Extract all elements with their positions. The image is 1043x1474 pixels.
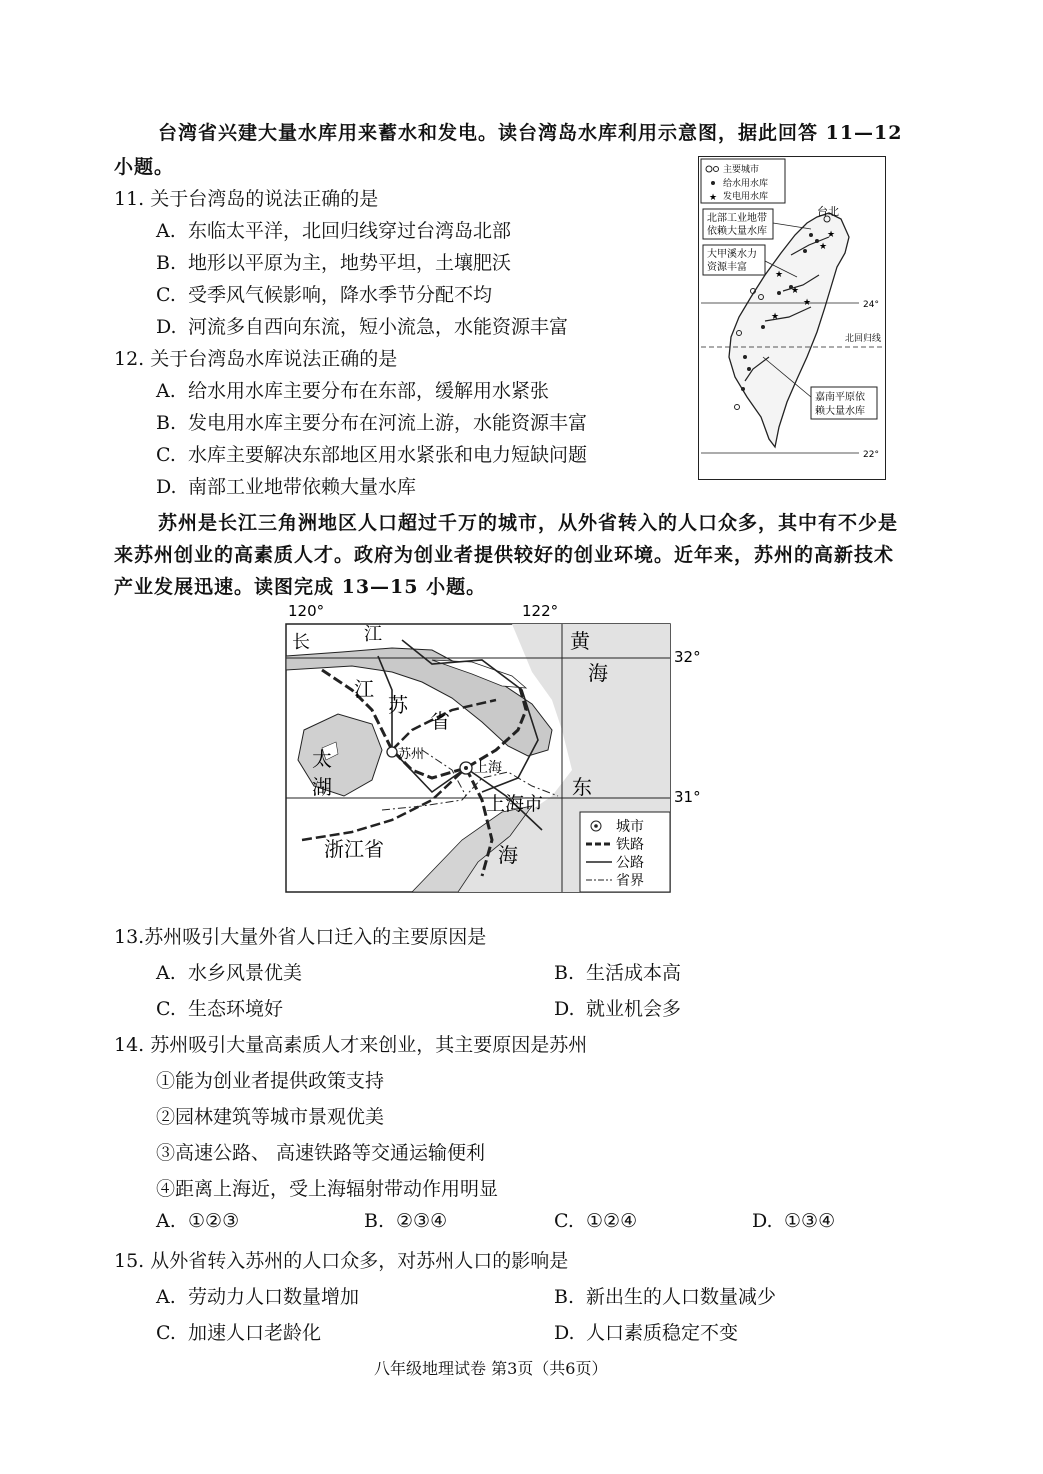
q14-item-1: ①能为创业者提供政策支持 xyxy=(156,1070,385,1092)
power-reservoir-legend-icon: ★ xyxy=(709,193,718,203)
yellow-sea-label-2: 海 xyxy=(588,661,608,685)
shanghai-city-label: 上海市 xyxy=(486,793,544,815)
q15-option-c[interactable]: C. 加速人口老龄化 xyxy=(156,1322,322,1344)
intro-text-1: 台湾省兴建大量水库用来蓄水和发电。读台湾岛水库利用示意图，据此回答 11—12 xyxy=(158,122,903,144)
q14-option-d[interactable]: D. ①③④ xyxy=(752,1210,836,1232)
legend-city-label: 主要城市 xyxy=(723,165,760,175)
taihu-label-1: 太 xyxy=(312,747,332,771)
q14-option-b[interactable]: B. ②③④ xyxy=(364,1210,448,1232)
intro-text-1-cont: 小题。 xyxy=(114,156,175,178)
callout-north-1: 北部工业地带 xyxy=(707,213,767,224)
q15-option-a[interactable]: A. 劳动力人口数量增加 xyxy=(156,1286,360,1308)
q13-option-d[interactable]: D. 就业机会多 xyxy=(554,998,682,1020)
svg-text:★: ★ xyxy=(819,242,828,252)
q15-option-d[interactable]: D. 人口素质稳定不变 xyxy=(554,1322,739,1344)
legend-border: 省界 xyxy=(616,873,644,889)
suzhou-label: 苏州 xyxy=(398,747,425,762)
svg-text:★: ★ xyxy=(803,298,812,308)
zhejiang-label: 浙江省 xyxy=(324,837,384,861)
q14-item-4: ④距离上海近，受上海辐射带动作用明显 xyxy=(156,1178,499,1200)
taihu-label-2: 湖 xyxy=(312,775,332,799)
taiwan-map-svg xyxy=(699,157,885,479)
jiangsu-label-3: 省 xyxy=(430,709,450,733)
legend-highway: 公路 xyxy=(616,855,644,871)
q14-option-c[interactable]: C. ①②④ xyxy=(554,1210,638,1232)
lon-122-label: 122° xyxy=(522,602,559,620)
q14-item-3: ③高速公路、 高速铁路等交通运输便利 xyxy=(156,1142,486,1164)
q13-option-c[interactable]: C. 生态环境好 xyxy=(156,998,284,1020)
q11-option-c[interactable]: C. 受季风气候影响，降水季节分配不均 xyxy=(156,284,493,306)
suzhou-marker xyxy=(387,747,397,757)
east-sea-label-2: 海 xyxy=(498,843,518,867)
jiangsu-label-2: 苏 xyxy=(388,693,408,717)
callout-dajia-1: 大甲溪水力 xyxy=(707,249,757,260)
question-13-stem: 13.苏州吸引大量外省人口迁入的主要原因是 xyxy=(114,926,487,948)
callout-north-2: 依赖大量水库 xyxy=(707,226,767,237)
q11-option-d[interactable]: D. 河流多自西向东流，短小流急，水能资源丰富 xyxy=(156,316,569,338)
q12-option-d[interactable]: D. 南部工业地带依赖大量水库 xyxy=(156,476,417,498)
question-12-stem: 12. 关于台湾岛水库说法正确的是 xyxy=(114,348,398,370)
q12-option-b[interactable]: B. 发电用水库主要分布在河流上游，水能资源丰富 xyxy=(156,412,588,434)
yangtze-label-1: 长 xyxy=(292,632,310,653)
shanghai-label: 上海 xyxy=(474,760,502,776)
water-reservoir-legend-icon xyxy=(711,181,715,185)
q12-option-c[interactable]: C. 水库主要解决东部地区用水紧张和电力短缺问题 xyxy=(156,444,588,466)
tropic-label: 北回归线 xyxy=(845,334,882,344)
svg-text:★: ★ xyxy=(827,230,836,240)
page-footer: 八年级地理试卷 第3页（共6页） xyxy=(374,1359,608,1378)
taiwan-reservoir-map xyxy=(698,156,886,480)
intro-text-2-cont-2: 产业发展迅速。读图完成 13—15 小题。 xyxy=(114,576,487,598)
jiangsu-label-1: 江 xyxy=(354,677,374,701)
question-15-stem: 15. 从外省转入苏州的人口众多，对苏州人口的影响是 xyxy=(114,1250,569,1272)
q11-option-a[interactable]: A. 东临太平洋，北回归线穿过台湾岛北部 xyxy=(156,220,512,242)
lat-31-label: 31° xyxy=(674,788,701,806)
question-14-stem: 14. 苏州吸引大量高素质人才来创业，其主要原因是苏州 xyxy=(114,1034,588,1056)
lat-24-label: 24° xyxy=(863,300,879,310)
east-sea-label-1: 东 xyxy=(572,775,592,799)
lat-22-label: 22° xyxy=(863,450,879,460)
q14-option-a[interactable]: A. ①②③ xyxy=(156,1210,240,1232)
suzhou-map xyxy=(282,600,722,896)
yellow-sea-label-1: 黄 xyxy=(570,629,590,653)
suzhou-map-svg xyxy=(282,600,722,896)
intro-text-2-cont-1: 来苏州创业的高素质人才。政府为创业者提供较好的创业环境。近年来，苏州的高新技术 xyxy=(114,544,895,566)
lon-120-label: 120° xyxy=(288,602,325,620)
legend-water-label: 给水用水库 xyxy=(723,179,769,189)
q11-option-b[interactable]: B. 地形以平原为主，地势平坦，土壤肥沃 xyxy=(156,252,512,274)
question-11-stem: 11. 关于台湾岛的说法正确的是 xyxy=(114,188,379,210)
svg-text:★: ★ xyxy=(791,286,800,296)
yangtze-label-2: 江 xyxy=(364,624,382,645)
intro-text-2: 苏州是长江三角洲地区人口超过千万的城市，从外省转入的人口众多，其中有不少是 xyxy=(158,512,899,534)
callout-dajia-2: 资源丰富 xyxy=(707,262,747,273)
svg-text:★: ★ xyxy=(771,312,780,322)
q14-item-2: ②园林建筑等城市景观优美 xyxy=(156,1106,385,1128)
q13-option-a[interactable]: A. 水乡风景优美 xyxy=(156,962,303,984)
legend-city: 城市 xyxy=(616,819,644,835)
legend-railway: 铁路 xyxy=(616,837,644,853)
q13-option-b[interactable]: B. 生活成本高 xyxy=(554,962,682,984)
callout-jianan-1: 嘉南平原依 xyxy=(815,392,865,403)
taipei-label: 台北 xyxy=(817,205,839,218)
callout-jianan-2: 赖大量水库 xyxy=(815,406,865,417)
lat-32-label: 32° xyxy=(674,648,701,666)
legend-power-label: 发电用水库 xyxy=(723,192,769,202)
svg-text:★: ★ xyxy=(775,270,784,280)
q12-option-a[interactable]: A. 给水用水库主要分布在东部，缓解用水紧张 xyxy=(156,380,550,402)
q15-option-b[interactable]: B. 新出生的人口数量减少 xyxy=(554,1286,777,1308)
